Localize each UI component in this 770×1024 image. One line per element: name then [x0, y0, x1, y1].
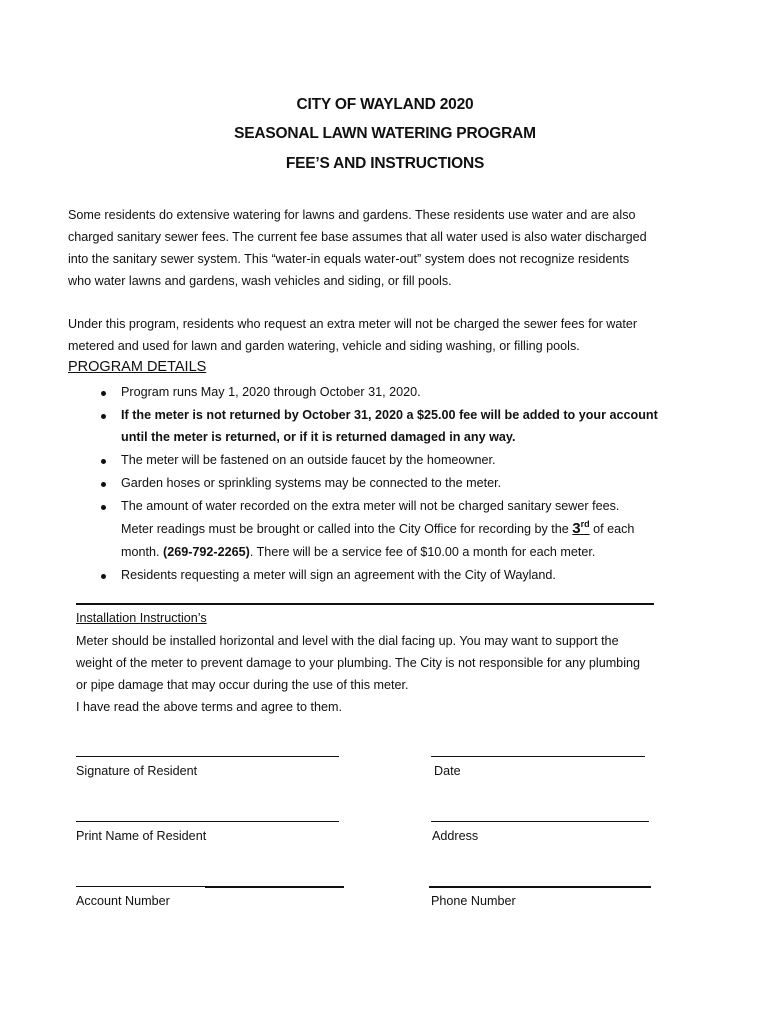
address-line[interactable]	[431, 821, 649, 822]
phone-number-label: Phone Number	[431, 894, 516, 908]
bullet-fastened: The meter will be fastened on an outside faucet by the homeowner.	[121, 453, 496, 467]
readings-day	[572, 520, 589, 537]
readings-text-end: of each	[593, 522, 635, 536]
program-details-heading: PROGRAM DETAILS	[68, 359, 207, 375]
bullet-return-fee-cont: until the meter is returned, or if it is returned damaged in any way.	[121, 430, 516, 444]
install-line: weight of the meter to prevent damage to your plumbing. The City is not responsible for any plumbing	[76, 656, 640, 670]
signature-label: Signature of Resident	[76, 764, 198, 778]
intro-p1-line: into the sanitary sewer system. This “water-in equals water-out” system does not recognize residents	[68, 252, 630, 266]
address-label: Address	[432, 829, 479, 843]
account-number-line-overlay	[205, 886, 344, 888]
bullet-icon	[101, 414, 106, 419]
account-number-label: Account Number	[76, 894, 170, 908]
bullet-icon	[101, 505, 106, 510]
phone-number-line[interactable]	[429, 886, 651, 888]
bullet-dates: Program runs May 1, 2020 through October 31, 2020.	[121, 385, 421, 399]
service-fee-prefix: month.	[121, 545, 160, 559]
bullet-icon	[101, 391, 106, 396]
bullet-service-fee	[121, 545, 595, 559]
date-line[interactable]	[431, 756, 645, 757]
install-line: Meter should be installed horizontal and level with the dial facing up. You may want to support the	[76, 634, 619, 648]
bullet-agreement: Residents requesting a meter will sign an agreement with the City of Wayland.	[121, 568, 556, 582]
intro-p1-line: Some residents do extensive watering for lawns and gardens. These residents use water and are also	[68, 208, 636, 222]
bullet-icon	[101, 574, 106, 579]
city-office-phone: (269-792-2265)	[163, 545, 250, 559]
intro-p2-line: Under this program, residents who request an extra meter will not be charged the sewer fees for water	[68, 317, 638, 331]
title-fees: FEE’S AND INSTRUCTIONS	[285, 155, 485, 172]
print-name-line[interactable]	[76, 821, 339, 822]
intro-paragraph-2	[68, 313, 704, 357]
intro-p1-line: who water lawns and gardens, wash vehicles and siding, or fill pools.	[68, 274, 452, 288]
signature-line[interactable]	[76, 756, 339, 757]
readings-day-suffix: rd	[580, 519, 590, 529]
section-divider	[76, 603, 654, 605]
service-fee-text: . There will be a service fee of $10.00 a month for each meter.	[249, 545, 596, 559]
installation-heading: Installation Instruction’s	[76, 611, 207, 625]
bullet-icon	[101, 482, 106, 487]
print-name-label: Print Name of Resident	[76, 829, 207, 843]
bullet-hoses: Garden hoses or sprinkling systems may be connected to the meter.	[121, 476, 502, 490]
title-program: SEASONAL LAWN WATERING PROGRAM	[234, 125, 536, 142]
readings-text: Meter readings must be brought or called into the City Office for recording by the	[121, 522, 569, 536]
readings-day-number: 3	[572, 520, 581, 537]
title-city: CITY OF WAYLAND 2020	[296, 96, 474, 113]
install-line: or pipe damage that may occur during the use of this meter.	[76, 678, 409, 692]
intro-p1-line: charged sanitary sewer fees. The current fee base assumes that all water used is also water discharged	[68, 230, 647, 244]
intro-paragraph-1	[68, 204, 704, 292]
bullet-readings	[121, 519, 634, 537]
bullet-return-fee: If the meter is not returned by October 31, 2020 a $25.00 fee will be added to your account	[121, 408, 658, 422]
bullet-icon	[101, 459, 106, 464]
intro-p2-line: metered and used for lawn and garden watering, vehicle and siding washing, or filling pools.	[68, 339, 580, 353]
install-line: I have read the above terms and agree to them.	[76, 700, 343, 714]
installation-instructions	[76, 630, 702, 718]
bullet-sewer-fees: The amount of water recorded on the extra meter will not be charged sanitary sewer fees.	[121, 499, 620, 513]
date-label: Date	[434, 764, 461, 778]
